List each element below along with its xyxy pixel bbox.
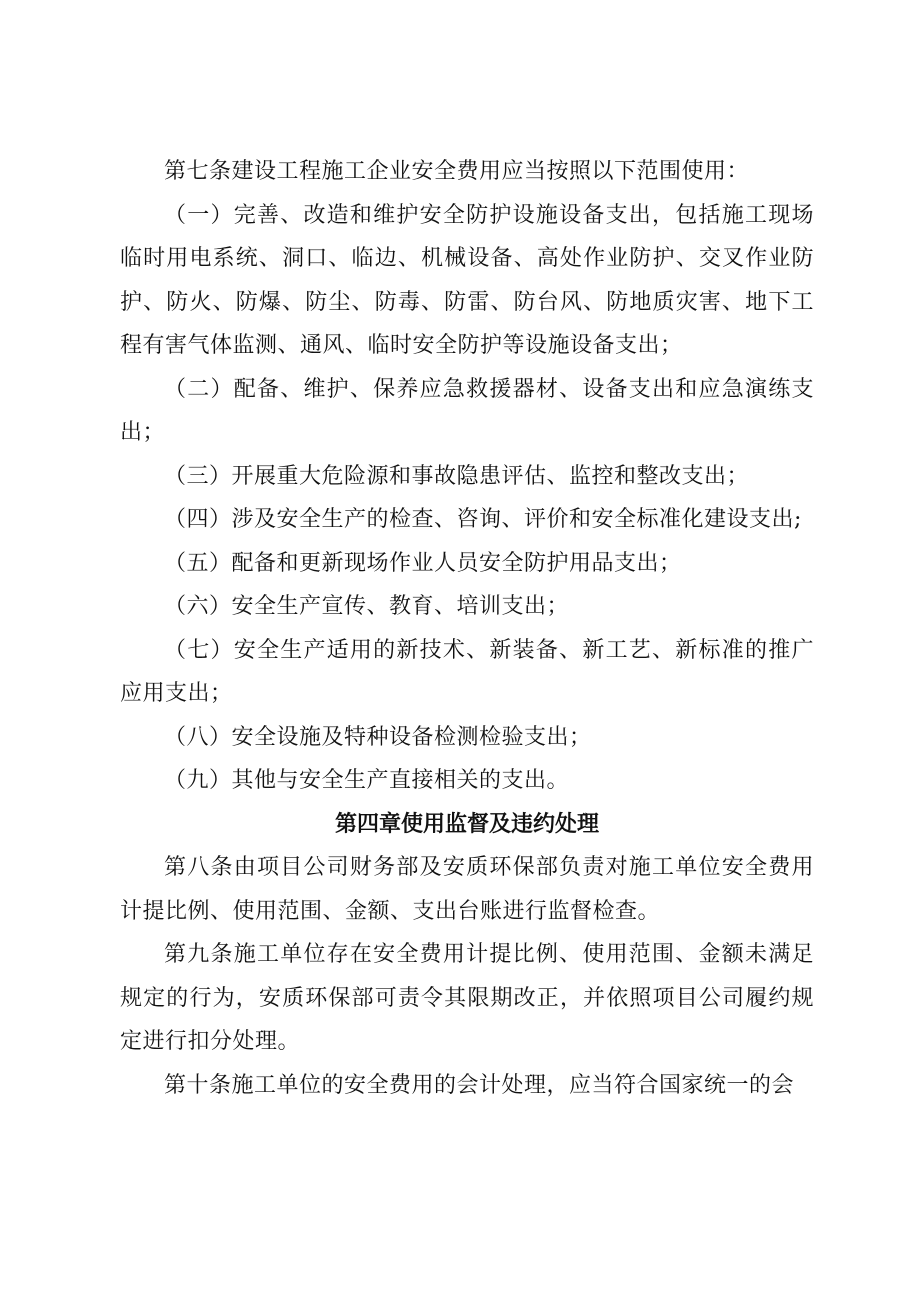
article-7-item-8: （八）安全设施及特种设备检测检验支出； [164, 724, 592, 750]
article-10: 第十条施工单位的安全费用的会计处理，应当符合国家统一的会 [164, 1072, 795, 1098]
article-7-item-4: （四）涉及安全生产的检查、咨询、评价和安全标准化建设支出; [164, 507, 802, 532]
article-7-item-2: （二）配备、维护、保养应急救援器材、设备支出和应急演练支出； [120, 376, 814, 445]
article-7-item-9: （九）其他与安全生产直接相关的支出。 [164, 768, 570, 793]
article-7-item-5: （五）配备和更新现场作业人员安全防护用品支出； [164, 550, 682, 576]
article-9: 第九条施工单位存在安全费用计提比例、使用范围、金额未满足规定的行为，安质环保部可责令其限期改正，并依照项目公司履约规定进行扣分处理。 [120, 942, 814, 1054]
article-7-item-6: （六）安全生产宣传、教育、培训支出； [164, 594, 570, 619]
article-7-item-1: （一）完善、改造和维护安全防护设施设备支出，包括施工现场临时用电系统、洞口、临边、机械设备、高处作业防护、交叉作业防护、防火、防爆、防尘、防毒、防雷、防台风、防地质灾害、地下工程有害气体监测、通风、临时安全防护等设施设备支出； [120, 202, 814, 358]
article-8: 第八条由项目公司财务部及安质环保部负责对施工单位安全费用计提比例、使用范围、金额、支出台账进行监督检查。 [120, 855, 814, 924]
chapter-heading: 第四章使用监督及违约处理 [334, 811, 599, 837]
document-body [120, 150, 814, 1107]
article-7-item-7: （七）安全生产适用的新技术、新装备、新工艺、新标准的推广应用支出； [120, 637, 814, 706]
article-7-item-3: （三）开展重大危险源和事故隐患评估、监控和整改支出； [164, 463, 750, 489]
article-7-intro: 第七条建设工程施工企业安全费用应当按照以下范围使用： [164, 159, 750, 184]
